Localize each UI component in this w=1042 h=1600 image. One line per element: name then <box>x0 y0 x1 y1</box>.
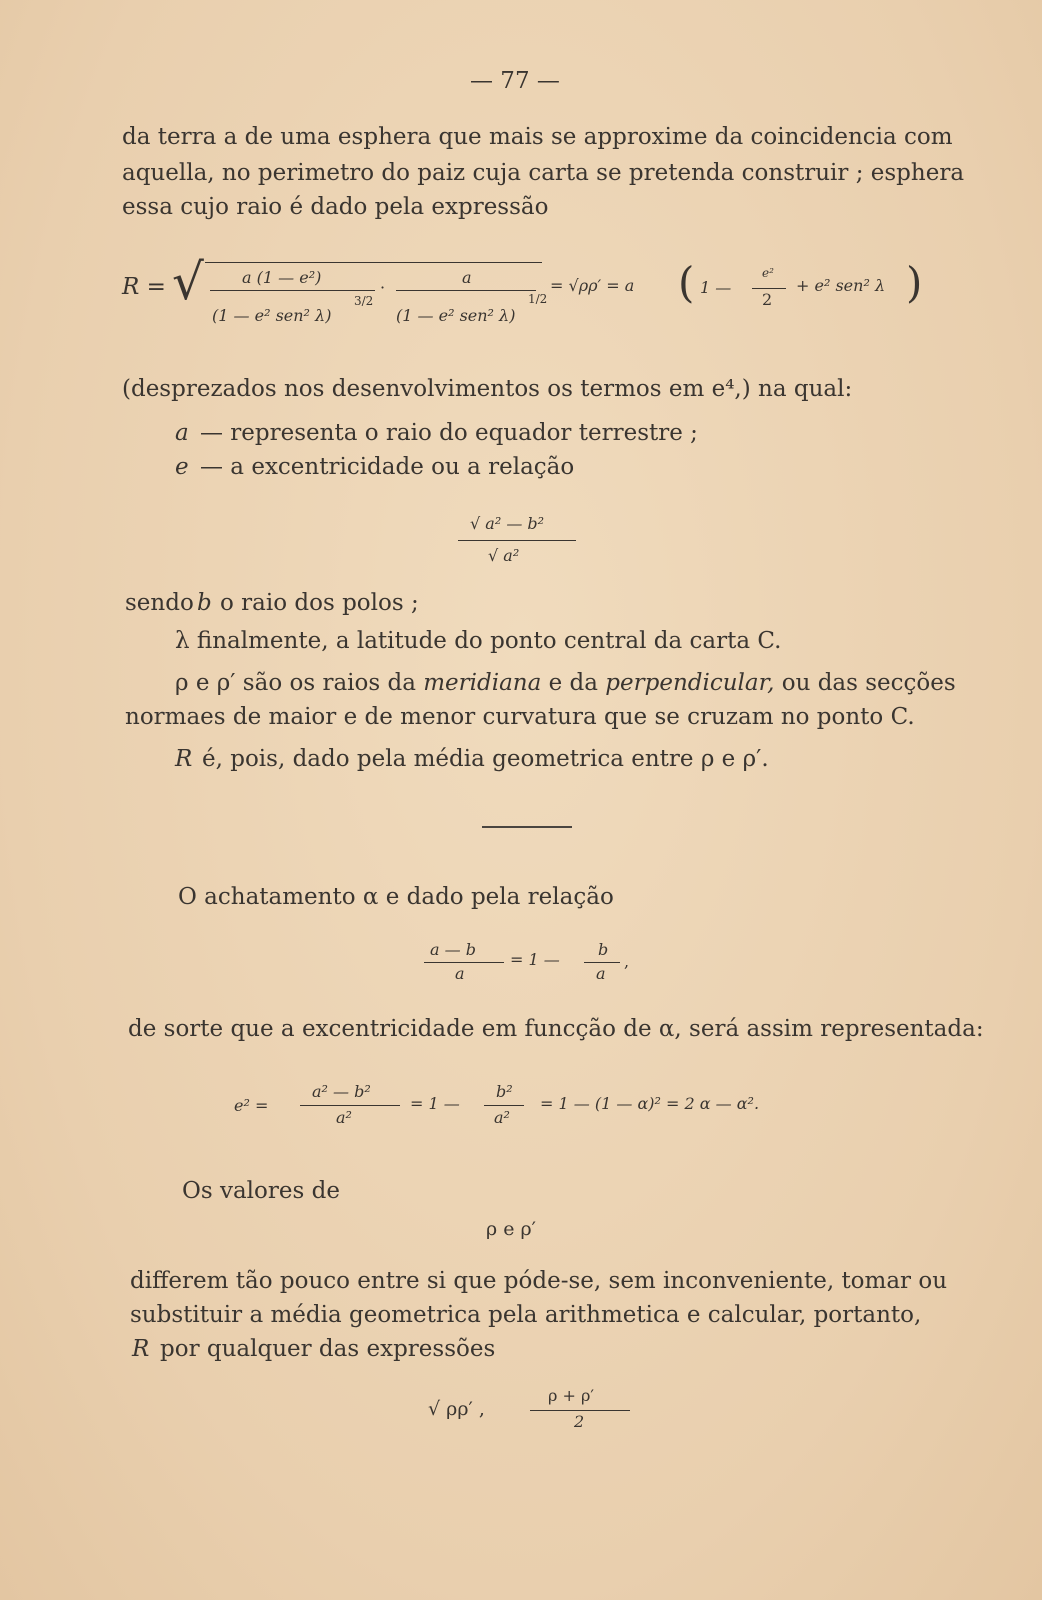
sqrt-sign: √ <box>172 253 204 311</box>
intro-line-2: aquella, no perimetro do paiz cuja carta se pretenda construir ; esphera <box>122 160 965 186</box>
rho-pair: ρ e ρ′ <box>486 1218 536 1240</box>
formula-R-f2-den: (1 — e² sen² λ) <box>396 306 516 325</box>
formula-R-f2-exp: 1/2 <box>528 292 548 306</box>
page-number: — 77 — <box>470 68 560 94</box>
formula-alpha-num2: b <box>598 940 609 959</box>
ecc-frac-num: √ a² — b² <box>470 514 545 533</box>
rho-line-1-post: ou das secções <box>781 670 956 696</box>
formula-e2-bar2 <box>484 1105 524 1106</box>
formula-R-paren-right: ) <box>906 258 923 307</box>
sendo-post: o raio dos polos ; <box>220 590 419 616</box>
differem-line-2: substituir a média geometrica pela arithmetica e calcular, portanto, <box>130 1302 922 1328</box>
formula-e2-m1: = 1 — <box>410 1094 460 1113</box>
final-frac-den: 2 <box>574 1412 585 1431</box>
differem-line-3: por qualquer das expressões <box>160 1336 496 1362</box>
formula-e2-lhs: e² = <box>234 1096 269 1115</box>
formula-R-inner-den: 2 <box>762 290 773 309</box>
formula-R-lhs: R = <box>122 274 166 300</box>
rho-perpendicular: perpendicular, <box>605 670 775 696</box>
final-frac-num: ρ + ρ′ <box>548 1386 595 1405</box>
differem-line-3-symbol: R <box>132 1336 150 1362</box>
sendo-pre: sendo <box>125 590 194 616</box>
rho-line-1-mid: e da <box>548 670 598 696</box>
formula-e2-d1: a² <box>336 1108 352 1127</box>
desprezados-line: (desprezados nos desenvolvimentos os termos em e⁴,) na qual: <box>122 376 853 402</box>
formula-R-inner-b: + e² sen² λ <box>796 276 886 295</box>
formula-alpha-bar1 <box>424 962 504 963</box>
formula-R-dot: · <box>380 278 386 297</box>
formula-R-f1-den: (1 — e² sen² λ) <box>212 306 332 325</box>
formula-R-eq1: = √ρρ′ = a <box>550 276 635 295</box>
ecc-frac-bar <box>458 540 576 541</box>
formula-R-paren-left: ( <box>678 258 695 307</box>
def-a-symbol: a <box>175 420 189 446</box>
R-line-text: é, pois, dado pela média geometrica entre ρ e ρ′. <box>202 746 769 772</box>
formula-R-f1-bar <box>210 290 375 291</box>
intro-line-1: da terra a de uma esphera que mais se approxime da coincidencia com <box>122 124 953 150</box>
formula-e2-m2: = 1 — (1 — α)² = 2 α — α². <box>540 1094 760 1113</box>
formula-e2-n1: a² — b² <box>312 1082 371 1101</box>
formula-R-inner-num: e² <box>762 266 774 280</box>
rho-line-1 <box>175 666 956 700</box>
intro-line-3: essa cujo raio é dado pela expressão <box>122 194 549 220</box>
lambda-line: λ finalmente, a latitude do ponto central da carta C. <box>175 628 782 654</box>
achatamento-line: O achatamento α e dado pela relação <box>178 884 614 910</box>
final-frac-bar <box>530 1410 630 1411</box>
section-divider <box>482 826 572 828</box>
formula-R-f2-num: a <box>462 268 472 287</box>
formula-e2-n2: b² <box>496 1082 513 1101</box>
final-sqrt: √ ρρ′ , <box>428 1398 485 1420</box>
formula-alpha-comma: , <box>624 952 630 971</box>
formula-R-inner-a: 1 — <box>700 278 732 297</box>
formula-R-f2-bar <box>396 290 536 291</box>
formula-R-f1-exp: 3/2 <box>354 294 374 308</box>
formula-e2-bar1 <box>300 1105 400 1106</box>
def-e-symbol: e <box>175 454 189 480</box>
valores-line: Os valores de <box>182 1178 340 1204</box>
def-a-text: — representa o raio do equador terrestre ; <box>200 420 698 446</box>
desorte-line: de sorte que a excentricidade em funcção de α, será assim representada: <box>128 1016 984 1042</box>
rho-line-2: normaes de maior e de menor curvatura que se cruzam no ponto C. <box>125 704 915 730</box>
formula-R-inner-bar <box>752 288 786 289</box>
formula-R-f1-num: a (1 — e²) <box>242 268 322 287</box>
formula-alpha-bar2 <box>584 962 620 963</box>
sendo-symbol: b <box>197 590 212 616</box>
rho-meridiana: meridiana <box>423 670 542 696</box>
formula-alpha-mid: = 1 — <box>510 950 560 969</box>
ecc-frac-den: √ a² <box>488 546 520 565</box>
def-e-text: — a excentricidade ou a relação <box>200 454 575 480</box>
formula-alpha-den: a <box>455 964 465 983</box>
formula-e2-d2: a² <box>494 1108 510 1127</box>
rho-line-1-pre: ρ e ρ′ são os raios da <box>175 670 416 696</box>
formula-alpha-num: a — b <box>430 940 476 959</box>
formula-alpha-den2: a <box>596 964 606 983</box>
differem-line-1: differem tão pouco entre si que póde-se, sem inconveniente, tomar ou <box>130 1268 948 1294</box>
sqrt-vinculum <box>205 262 542 263</box>
R-line-symbol: R <box>175 746 193 772</box>
